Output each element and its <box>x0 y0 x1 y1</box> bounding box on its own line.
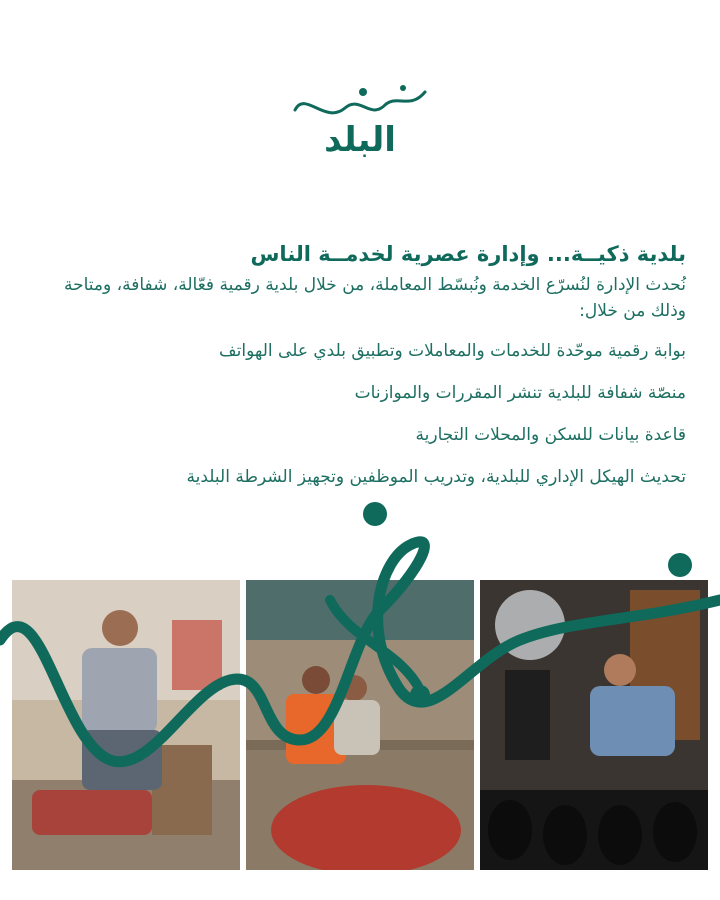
fishermen-photo <box>246 580 474 870</box>
feature-list <box>30 338 686 490</box>
logo-wordmark: البلد <box>324 120 396 160</box>
list-item: منصّة شفافة للبلدية تنشر المقررات والموازنات <box>354 383 686 403</box>
list-item: تحديث الهيكل الإداري للبلدية، وتدريب الموظفين وتجهيز الشرطة البلدية <box>186 467 686 487</box>
shoemaker-photo <box>480 580 708 870</box>
list-item: قاعدة بيانات للسكن والمحلات التجارية <box>415 425 686 445</box>
main-content <box>30 238 686 506</box>
headline: بلدية ذكيــة... وإدارة عصرية لخدمــة الناس <box>250 242 686 266</box>
man-mending-net-photo <box>12 580 240 870</box>
logo <box>285 80 435 175</box>
list-item: بوابة رقمية موحّدة للخدمات والمعاملات وتطبيق بلدي على الهواتف <box>219 341 686 361</box>
intro-text: نُحدث الإدارة لنُسرّع الخدمة ونُبسّط المعاملة، من خلال بلدية رقمية فعّالة، شفافة، ومتاحة وذلك من خلال: <box>63 275 686 321</box>
photo-strip <box>12 580 708 870</box>
